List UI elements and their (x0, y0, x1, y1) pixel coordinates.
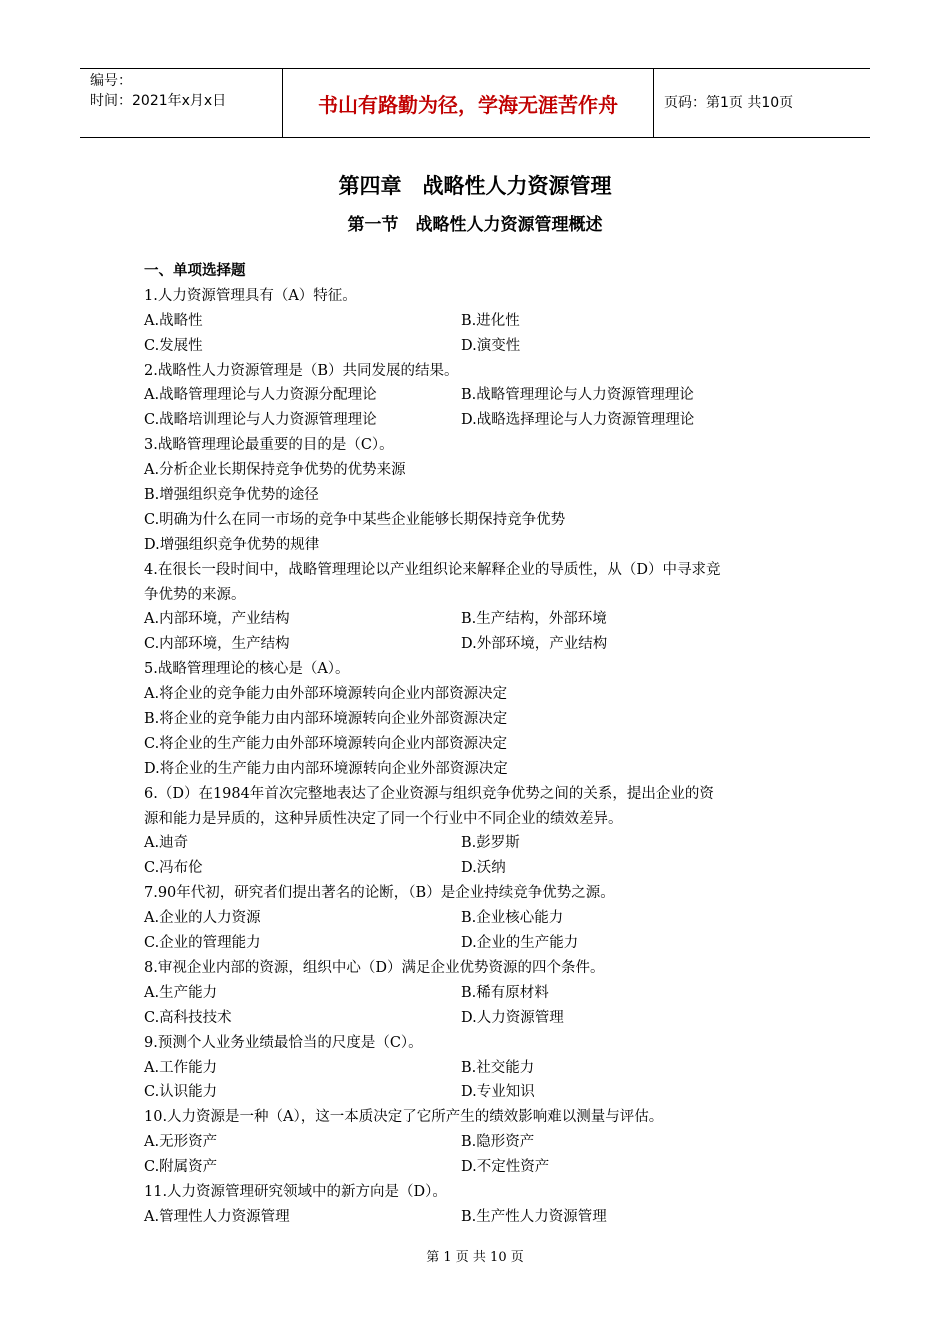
question-line (144, 359, 824, 384)
line-text: C.附属资产 (144, 1159, 218, 1176)
line-text: A.企业的人力资源 (144, 910, 261, 927)
page-info-text: 页码：第1页 共10页 (664, 95, 794, 111)
question-line (144, 732, 824, 757)
question-line (144, 807, 824, 832)
line-text: A.战略性 (144, 312, 203, 329)
question-line (144, 1130, 824, 1155)
line-text: C.战略培训理论与人力资源管理理论 (144, 412, 377, 429)
option-right: B.进化性 (461, 312, 520, 329)
line-text: 争优势的来源。 (144, 586, 246, 603)
option-right: B.社交能力 (461, 1059, 535, 1076)
page-footer: 第 1 页 共 10 页 (426, 1250, 524, 1265)
line-text: C.企业的管理能力 (144, 935, 261, 952)
question-line (144, 1031, 824, 1056)
question-line (144, 981, 824, 1006)
line-text: B.增强组织竞争优势的途径 (144, 487, 319, 504)
option-right: D.战略选择理论与人力资源管理理论 (461, 412, 695, 429)
line-text: C.发展性 (144, 337, 203, 354)
line-text: A.生产能力 (144, 984, 218, 1001)
line-text: B.将企业的竞争能力由内部环境源转向企业外部资源决定 (144, 711, 508, 728)
doc-number-label: 编号： (90, 73, 132, 89)
section-heading: 一、单项选择题 (144, 263, 246, 279)
question-line (144, 1080, 824, 1105)
line-text: 4.在很长一段时间中，战略管理理论以产业组织论来解释企业的导质性，从（D）中寻求竞 (144, 561, 721, 578)
line-text: A.迪奇 (144, 835, 189, 852)
option-right: D.人力资源管理 (461, 1009, 564, 1026)
line-text: 3.战略管理理论最重要的目的是（C）。 (144, 437, 394, 454)
question-line (144, 408, 824, 433)
header-meta-cell (80, 69, 283, 137)
line-text: 7.90年代初，研究者们提出著名的论断，（B）是企业持续竞争优势之源。 (144, 885, 615, 902)
question-line (144, 707, 824, 732)
question-line (144, 483, 824, 508)
line-text: D.将企业的生产能力由内部环境源转向企业外部资源决定 (144, 760, 508, 777)
motto-text: 书山有路勤为径，学海无涯苦作舟 (318, 92, 618, 117)
question-line (144, 881, 824, 906)
question-line (144, 433, 824, 458)
header-motto-cell (283, 69, 654, 137)
line-text: A.分析企业长期保持竞争优势的优势来源 (144, 462, 406, 479)
option-right: B.战略管理理论与人力资源管理理论 (461, 387, 694, 404)
question-line (144, 657, 824, 682)
question-line (144, 906, 824, 931)
option-right: B.隐形资产 (461, 1134, 535, 1151)
question-list (144, 259, 824, 1230)
question-line (144, 632, 824, 657)
line-text: C.冯布伦 (144, 860, 203, 877)
line-text: 源和能力是异质的，这种异质性决定了同一个行业中不同企业的绩效差异。 (144, 810, 623, 827)
section-title: 第一节 战略性人力资源管理概述 (347, 215, 603, 235)
line-text: 9.预测个人业务业绩最恰当的尺度是（C）。 (144, 1034, 423, 1051)
option-right: B.生产性人力资源管理 (461, 1208, 607, 1225)
option-right: B.稀有原材料 (461, 984, 549, 1001)
line-text: 1.人力资源管理具有（A）特征。 (144, 287, 357, 304)
question-line (144, 558, 824, 583)
question-line (144, 782, 824, 807)
question-line (144, 1056, 824, 1081)
question-line (144, 334, 824, 359)
question-line (144, 682, 824, 707)
line-text: C.明确为什么在同一市场的竞争中某些企业能够长期保持竞争优势 (144, 511, 566, 528)
line-text: 11.人力资源管理研究领域中的新方向是（D）。 (144, 1183, 447, 1200)
line-text: A.无形资产 (144, 1134, 218, 1151)
question-line (144, 533, 824, 558)
question-line (144, 1155, 824, 1180)
line-text: 5.战略管理理论的核心是（A）。 (144, 661, 350, 678)
question-line (144, 309, 824, 334)
line-text: C.高科技技术 (144, 1009, 232, 1026)
option-right: B.企业核心能力 (461, 910, 564, 927)
line-text: 10.人力资源是一种（A），这一本质决定了它所产生的绩效影响难以测量与评估。 (144, 1109, 664, 1126)
question-line (144, 1105, 824, 1130)
question-line (144, 284, 824, 309)
question-line (144, 583, 824, 608)
option-right: D.外部环境，产业结构 (461, 636, 608, 653)
line-text: C.将企业的生产能力由外部环境源转向企业内部资源决定 (144, 735, 508, 752)
question-line (144, 757, 824, 782)
line-text: A.战略管理理论与人力资源分配理论 (144, 387, 377, 404)
question-line (144, 956, 824, 981)
option-right: B.彭罗斯 (461, 835, 520, 852)
question-line (144, 831, 824, 856)
option-right: D.专业知识 (461, 1084, 535, 1101)
doc-date-label: 时间：2021年x月x日 (90, 93, 227, 109)
option-right: D.演变性 (461, 337, 521, 354)
line-text: A.工作能力 (144, 1059, 218, 1076)
option-right: D.沃纳 (461, 860, 506, 877)
line-text: 8.审视企业内部的资源，组织中心（D）满足企业优势资源的四个条件。 (144, 959, 605, 976)
question-line (144, 508, 824, 533)
question-line (144, 383, 824, 408)
question-line (144, 931, 824, 956)
option-right: B.生产结构，外部环境 (461, 611, 607, 628)
line-text: 2.战略性人力资源管理是（B）共同发展的结果。 (144, 362, 459, 379)
question-line (144, 1006, 824, 1031)
line-text: 6.（D）在1984年首次完整地表达了企业资源与组织竞争优势之间的关系，提出企业的资 (144, 785, 714, 802)
page-header (80, 68, 870, 138)
question-line (144, 856, 824, 881)
line-text: A.管理性人力资源管理 (144, 1208, 290, 1225)
option-right: D.企业的生产能力 (461, 935, 579, 952)
option-right: D.不定性资产 (461, 1159, 550, 1176)
question-line (144, 458, 824, 483)
line-text: A.内部环境，产业结构 (144, 611, 290, 628)
question-lines (144, 284, 824, 1230)
question-line (144, 1205, 824, 1230)
line-text: C.认识能力 (144, 1084, 218, 1101)
line-text: D.增强组织竞争优势的规律 (144, 536, 320, 553)
question-line (144, 1180, 824, 1205)
header-page-cell (654, 69, 870, 137)
chapter-title: 第四章 战略性人力资源管理 (338, 174, 612, 198)
line-text: C.内部环境，生产结构 (144, 636, 290, 653)
line-text: A.将企业的竞争能力由外部环境源转向企业内部资源决定 (144, 686, 508, 703)
question-line (144, 607, 824, 632)
